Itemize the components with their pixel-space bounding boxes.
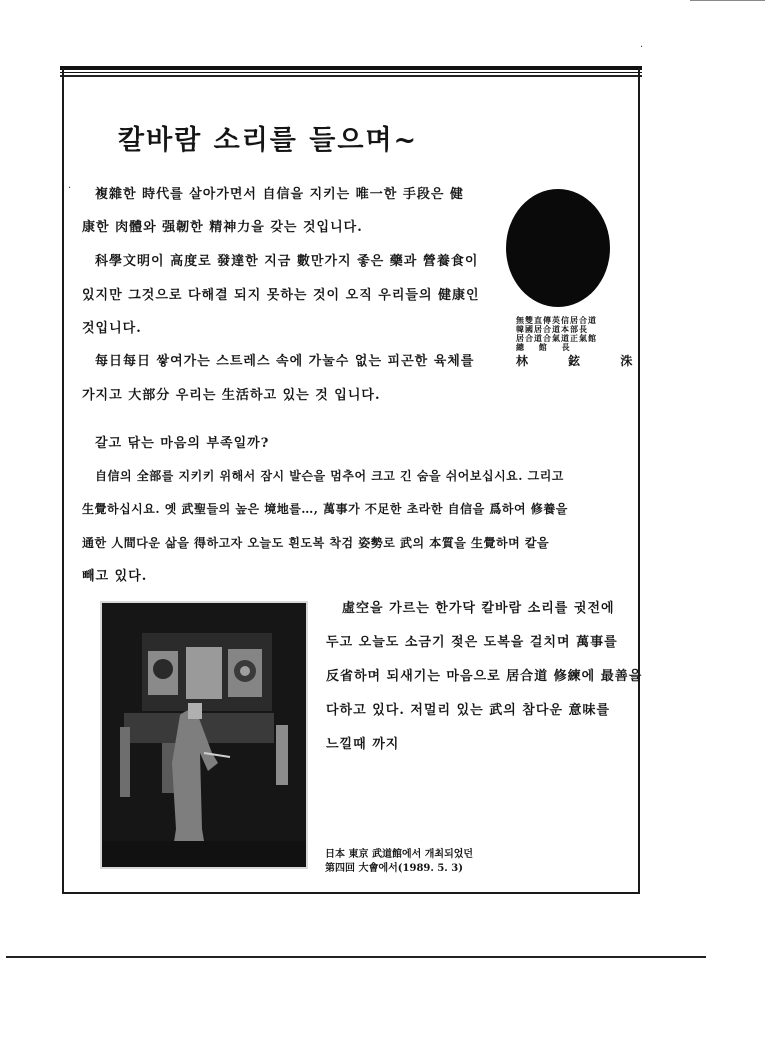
- photo-caption-line: 日本 東京 武道館에서 개최되었던: [325, 849, 474, 860]
- photo-caption: [325, 848, 473, 876]
- caption-line: 居合道合氣道正氣館: [516, 333, 597, 343]
- photo-caption-line: 第四回 大會에서(1989. 5. 3): [325, 863, 463, 874]
- intro-line: 科學文明이 高度로 發達한 지금 數만가지 좋은 藥과 營養食이: [95, 254, 479, 269]
- side-line: 다하고 있다. 저멀리 있는 武의 참다운 意味를: [326, 703, 611, 718]
- portrait-caption: [516, 315, 651, 368]
- intro-line: 每日每日 쌓여가는 스트레스 속에 가눌수 없는 피곤한 육체를: [95, 354, 475, 369]
- body-line: 自信의 全部를 지키키 위해서 잠시 발슨을 멈추어 크고 긴 숨을 쉬어보십시요. 그리고: [95, 469, 564, 483]
- intro-line: 康한 肉體와 强韌한 精神力을 갖는 것입니다.: [82, 220, 363, 235]
- caption-line: 無雙直傳英信居合道: [516, 315, 597, 325]
- intro-line: 複雜한 時代를 살아가면서 自信을 지키는 唯一한 手段은 健: [95, 187, 464, 202]
- intro-line: 가지고 大部分 우리는 生活하고 있는 것 입니다.: [82, 388, 381, 403]
- scan-edge-line: [690, 0, 765, 1]
- intro-line: 것입니다.: [82, 321, 142, 336]
- page-title: 칼바람 소리를 들으며~: [118, 125, 419, 156]
- side-line: 느낄때 까지: [326, 737, 400, 752]
- iaido-scene-illustration: [102, 603, 306, 867]
- side-line: 두고 오늘도 소금기 젖은 도복을 걸치며 萬事를: [326, 635, 618, 650]
- intro-line: 있지만 그것으로 다해결 되지 못하는 것이 오직 우리들의 健康인: [82, 288, 480, 303]
- body-line: 빼고 있다.: [82, 569, 148, 584]
- caption-line: 韓國居合道本部長: [516, 324, 588, 334]
- side-line: 反省하며 되새기는 마음으로 居合道 修練에 最善을: [326, 669, 643, 684]
- scan-speck: ·: [68, 183, 72, 194]
- side-line: 虛空을 가르는 한가닥 칼바람 소리를 귓전에: [342, 601, 615, 616]
- scan-speck: ·: [640, 42, 644, 53]
- scan-bottom-line: [6, 956, 706, 958]
- body-line: 갈고 닦는 마음의 부족일까?: [95, 436, 270, 451]
- author-name: 林 鉉 洙: [516, 354, 651, 368]
- iaido-photo: [100, 601, 308, 869]
- portrait-photo: [506, 189, 610, 307]
- body-line: 生覺하십시요. 옛 武聖들의 높은 境地를…, 萬事가 不足한 초라한 自信을 爲하여 修養을: [82, 502, 568, 516]
- caption-line: 總 館 長: [516, 342, 576, 352]
- body-line: 通한 人間다운 삶을 得하고자 오늘도 흰도복 착검 姿勢로 武의 本質을 生覺하며 칼을: [82, 536, 550, 550]
